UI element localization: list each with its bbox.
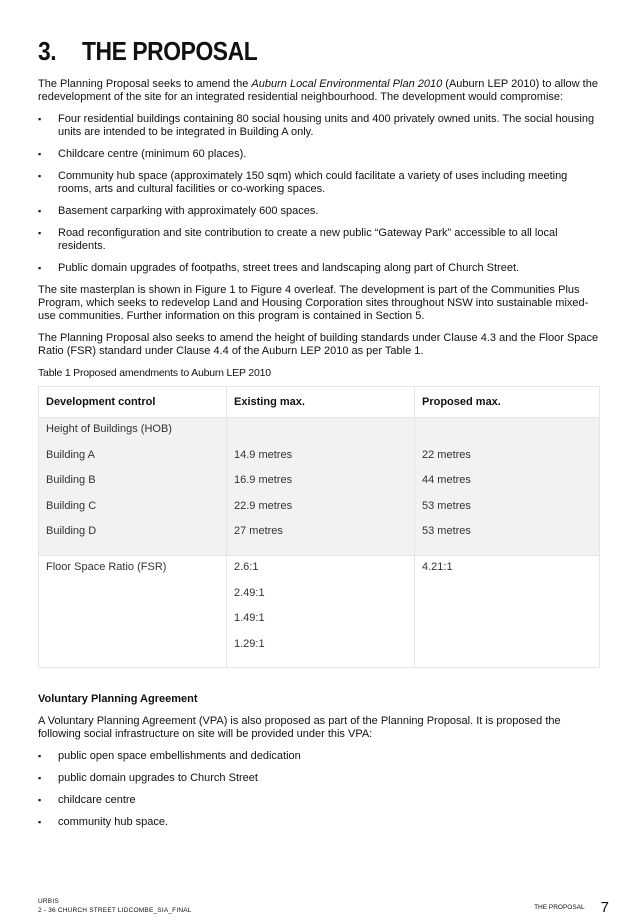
intro-text-italic: Auburn Local Environmental Plan 2010 (251, 78, 443, 90)
list-item-text: Childcare centre (minimum 60 places). (58, 148, 247, 160)
footer-section: THE PROPOSAL (534, 904, 585, 911)
fsr-proposed-cell (415, 555, 600, 667)
column-header-control: Development control (39, 387, 227, 418)
masterplan-paragraph: The site masterplan is shown in Figure 1 to Figure 4 overleaf. The development is part of the Communities Plus Program, which seeks to redevelop Land and Housing Corporation sites throughout NSW into sustainable mixed-use communities. Further information on this program is contained in Section 5. (38, 284, 589, 322)
footer-document: 2 - 36 CHURCH STREET LIDCOMBE_SIA_FINAL (38, 907, 192, 914)
hob-existing-cell (227, 418, 415, 556)
cell-text: Floor Space Ratio (FSR) (46, 560, 167, 573)
cell-text: 2.49:1 (234, 586, 265, 599)
table-header-row (39, 387, 600, 418)
list-item (38, 170, 600, 196)
list-item-text: public open space embellishments and dedication (58, 750, 301, 763)
cell-text: Building A (46, 448, 95, 461)
cell-text: Building B (46, 474, 96, 487)
list-item (38, 262, 600, 275)
column-header-existing: Existing max. (227, 387, 415, 418)
intro-text-end: (Auburn LEP 2010) to allow the redevelopment of the site for an integrated residential neighbourhood. The development would compromise: (38, 78, 598, 103)
list-item-text: Public domain upgrades of footpaths, street trees and landscaping along part of Church Street. (58, 262, 520, 274)
bullet-icon: ▪ (38, 817, 42, 828)
list-item-text: childcare centre (58, 794, 136, 807)
cell-text: 53 metres (422, 499, 471, 512)
table-row-fsr (39, 555, 600, 667)
list-item (38, 227, 600, 253)
cell-text: 14.9 metres (234, 448, 293, 461)
table-caption: Table 1 Proposed amendments to Auburn LEP 2010 (38, 367, 271, 379)
hob-control-cell (39, 418, 227, 556)
page-content (38, 36, 600, 838)
bullet-icon: ▪ (38, 228, 42, 238)
cell-text: 27 metres (234, 525, 283, 538)
list-item (38, 148, 600, 161)
list-item-text: Road reconfiguration and site contribution to create a new public “Gateway Park” accessible to all local residents. (58, 227, 558, 252)
footer-right (534, 899, 609, 916)
proposal-list (38, 113, 600, 275)
cell-text (234, 423, 407, 449)
fsr-existing-cell (227, 555, 415, 667)
bullet-icon: ▪ (38, 149, 42, 159)
list-item-text: Community hub space (approximately 150 sqm) which could facilitate a variety of uses including meeting rooms, arts and cultural facilities or co-working spaces. (58, 170, 568, 195)
cell-text: Building D (46, 525, 97, 538)
list-item (38, 205, 600, 218)
amendments-table (38, 386, 600, 668)
list-item (38, 794, 600, 807)
cell-text: 2.6:1 (234, 560, 259, 573)
list-item (38, 816, 600, 829)
list-item-text: public domain upgrades to Church Street (58, 772, 258, 785)
fsr-control-cell (39, 555, 227, 667)
vpa-paragraph: A Voluntary Planning Agreement (VPA) is also proposed as part of the Planning Proposal. It is proposed the following social infrastructure on site will be provided under this VPA: (38, 715, 561, 741)
bullet-icon: ▪ (38, 206, 42, 216)
cell-text: 22.9 metres (234, 499, 293, 512)
bullet-icon: ▪ (38, 114, 42, 124)
bullet-icon: ▪ (38, 795, 42, 806)
section-heading (38, 36, 533, 67)
intro-text-start: The Planning Proposal seeks to amend the (38, 78, 252, 90)
list-item (38, 113, 600, 139)
cell-text: 1.49:1 (234, 612, 265, 625)
amendment-paragraph: The Planning Proposal also seeks to amend the height of building standards under Clause 4.3 and the Floor Space Ratio (FSR) standard under Clause 4.4 of the Auburn LEP 2010 as per Table 1. (38, 332, 599, 357)
column-header-proposed: Proposed max. (415, 387, 600, 418)
cell-text (422, 423, 592, 449)
page-number: 7 (600, 899, 609, 916)
cell-text: Height of Buildings (HOB) (46, 423, 172, 435)
section-number: 3. (38, 36, 57, 66)
cell-text: 1.29:1 (234, 637, 265, 650)
bullet-icon: ▪ (38, 263, 42, 273)
cell-text: 22 metres (422, 448, 471, 461)
vpa-heading: Voluntary Planning Agreement (38, 693, 198, 706)
table-row-hob (39, 418, 600, 556)
intro-paragraph (38, 78, 600, 104)
hob-proposed-cell (415, 418, 600, 556)
list-item-text: Basement carparking with approximately 600 spaces. (58, 205, 319, 217)
bullet-icon: ▪ (38, 751, 42, 762)
list-item (38, 750, 600, 763)
footer-left (38, 897, 192, 915)
list-item-text: community hub space. (58, 816, 169, 829)
cell-text: 53 metres (422, 525, 471, 538)
section-title: THE PROPOSAL (82, 36, 258, 66)
vpa-list (38, 750, 600, 829)
bullet-icon: ▪ (38, 171, 42, 181)
cell-text: 16.9 metres (234, 474, 293, 487)
list-item-text: Four residential buildings containing 80 social housing units and 400 privately owned units. The social housing units are intended to be integrated in Building A only. (58, 113, 595, 138)
cell-text: 4.21:1 (422, 560, 453, 573)
cell-text: 44 metres (422, 474, 471, 487)
footer-company: URBIS (38, 898, 59, 905)
cell-text: Building C (46, 499, 97, 512)
list-item (38, 772, 600, 785)
bullet-icon: ▪ (38, 773, 42, 784)
